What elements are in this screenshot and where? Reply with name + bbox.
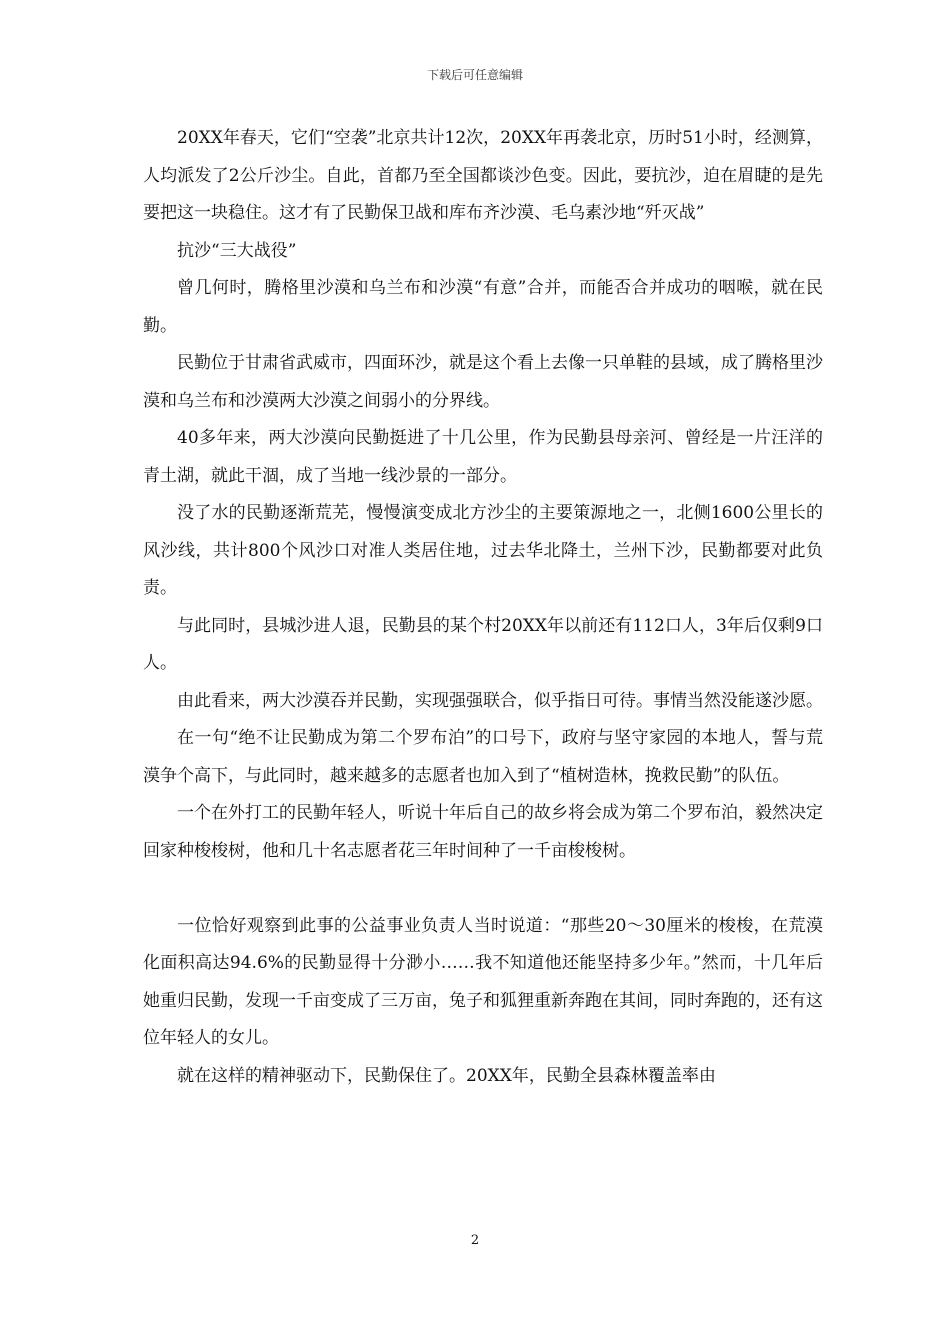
paragraph: 在一句“绝不让民勤成为第二个罗布泊”的口号下，政府与坚守家园的本地人，誓与荒漠争个高下，与此同时，越来越多的志愿者也加入到了“植树造林，挽救民勤”的队伍。 [143,728,823,786]
paragraph: 就在这样的精神驱动下，民勤保住了。20XX年，民勤全县森林覆盖率由 [177,1065,716,1086]
document-body [143,120,823,1095]
blank-line [143,870,823,908]
page-header: 下载后可任意编辑 [426,68,523,82]
paragraph: 20XX年春天，它们“空袭”北京共计12次，20XX年再袭北京，历时51小时，经测算，人均派发了2公斤沙尘。自此，首都乃至全国都谈沙色变。因此，要抗沙，迫在眉睫的是先要把这一块稳住。这才有了民勤保卫战和库布齐沙漠、毛乌素沙地“歼灭战” [143,128,823,223]
page-number: 2 [470,1233,480,1248]
paragraph: 由此看来，两大沙漠吞并民勤，实现强强联合，似乎指日可待。事情当然没能遂沙愿。 [177,690,823,711]
paragraph: 没了水的民勤逐渐荒芜，慢慢演变成北方沙尘的主要策源地之一，北侧1600公里长的风沙线，共计800个风沙口对准人类居住地，过去华北降土，兰州下沙，民勤都要对此负责。 [143,503,823,598]
paragraph: 一位恰好观察到此事的公益事业负责人当时说道：“那些20～30厘米的梭梭，在荒漠化面积高达94.6%的民勤显得十分渺小……我不知道他还能坚持多少年。”然而，十几年后她重归民勤，发现一千亩变成了三万亩，兔子和狐狸重新奔跑在其间，同时奔跑的，还有这位年轻人的女儿。 [143,915,823,1048]
paragraph: 曾几何时，腾格里沙漠和乌兰布和沙漠“有意”合并，而能否合并成功的咽喉，就在民勤。 [143,278,823,336]
paragraph: 与此同时，县城沙进人退，民勤县的某个村20XX年以前还有112口人，3年后仅剩9口人。 [143,615,823,673]
paragraph: 一个在外打工的民勤年轻人，听说十年后自己的故乡将会成为第二个罗布泊，毅然决定回家种梭梭树，他和几十名志愿者花三年时间种了一千亩梭梭树。 [143,803,823,861]
paragraph: 民勤位于甘肃省武威市，四面环沙，就是这个看上去像一只单鞋的县域，成了腾格里沙漠和乌兰布和沙漠两大沙漠之间弱小的分界线。 [143,353,823,411]
paragraph: 40多年来，两大沙漠向民勤挺进了十几公里，作为民勤县母亲河、曾经是一片汪洋的青土湖，就此干涸，成了当地一线沙景的一部分。 [143,428,823,486]
paragraph: 抗沙“三大战役” [177,240,297,261]
